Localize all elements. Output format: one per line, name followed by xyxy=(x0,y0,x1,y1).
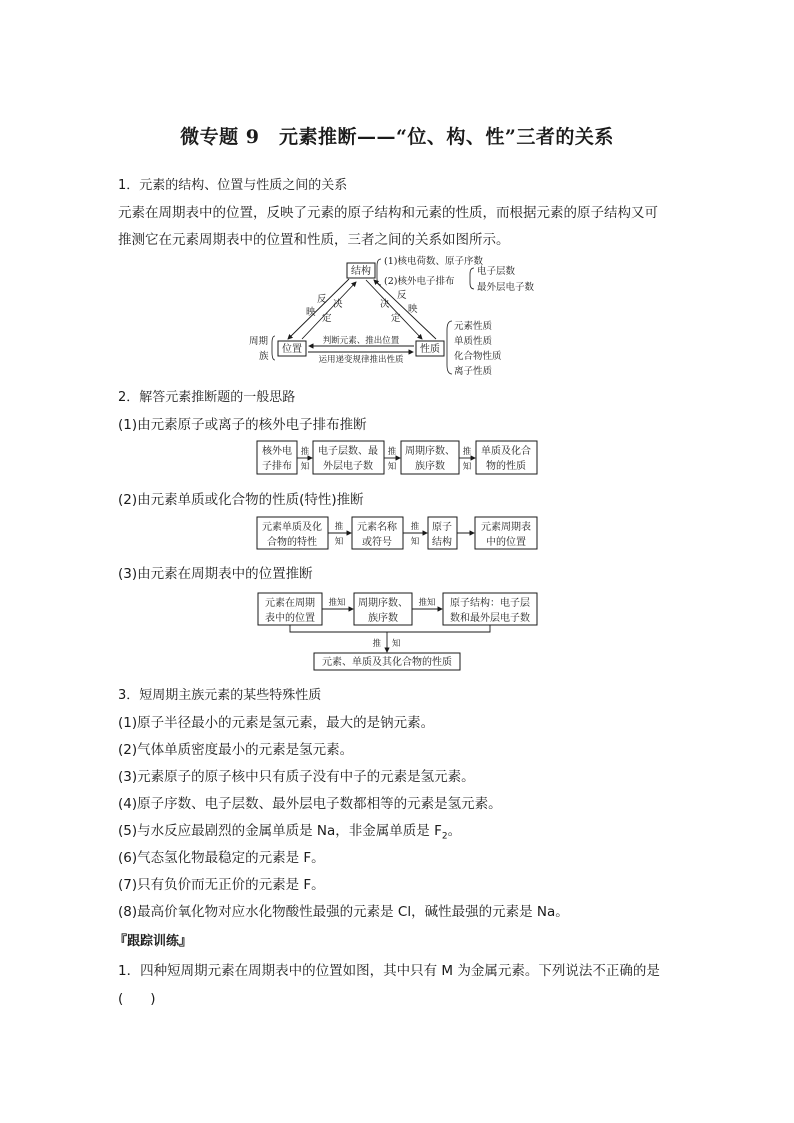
structure-sub-1: 电子层数 xyxy=(477,266,516,277)
flow1-arrow2-label-1: 推 xyxy=(387,447,397,457)
question-1-answer-paren: ( ) xyxy=(118,991,156,1007)
flow3-arrow1-label: 推知 xyxy=(328,598,346,608)
flow1-box1-line1: 核外电 xyxy=(262,446,292,457)
property-line-5-subscript: 2 xyxy=(441,831,448,842)
section-3-heading: 3．短周期主族元素的某些特殊性质 xyxy=(118,688,322,703)
flow2-arrow2-label-2: 知 xyxy=(410,537,420,547)
flow3-vertical-label-1: 推 xyxy=(372,639,381,649)
case-1-title: (1)由元素原子或离子的核外电子排布推断 xyxy=(118,417,367,433)
property-line-7: (7)只有负价而无正价的元素是 F。 xyxy=(118,877,325,893)
property-item-2: 单质性质 xyxy=(454,336,493,347)
property-line-4: (4)原子序数、电子层数、最外层电子数都相等的元素是氢元素。 xyxy=(118,796,502,812)
page-title: 微专题 9 元素推断——“位、构、性”三者的关系 xyxy=(180,126,614,148)
flow3-box1-line2: 表中的位置 xyxy=(265,613,315,624)
property-line-1: (1)原子半径最小的元素是氢元素，最大的是钠元素。 xyxy=(118,715,435,731)
section-1-heading: 1．元素的结构、位置与性质之间的关系 xyxy=(118,178,348,193)
property-item-1: 元素性质 xyxy=(454,321,493,332)
arrow-bottom-label: 运用递变规律推出性质 xyxy=(318,355,404,365)
flow2-arrow1-label-1: 推 xyxy=(334,522,344,532)
property-label: 性质 xyxy=(420,344,440,355)
flow2-box4-line2: 中的位置 xyxy=(486,537,526,548)
flow3-box2-line2: 族序数 xyxy=(368,613,398,624)
flow1-box1-line2: 子排布 xyxy=(262,461,292,472)
property-line-2: (2)气体单质密度最小的元素是氢元素。 xyxy=(118,742,354,758)
flow1-arrow3-label-1: 推 xyxy=(462,447,472,457)
section-1-paragraph-line-1: 元素在周期表中的位置，反映了元素的原子结构和元素的性质，而根据元素的原子结构又可 xyxy=(118,205,658,221)
flow2-box1-line2: 合物的特性 xyxy=(267,537,317,548)
flow3-box3-line1: 原子结构：电子层 xyxy=(450,598,530,609)
case-2-title: (2)由元素单质或化合物的性质(特性)推断 xyxy=(118,492,364,508)
flow3-box2-line1: 周期序数、 xyxy=(358,598,408,609)
period-label: 周期 xyxy=(249,336,269,347)
flow2-arrow2-label-1: 推 xyxy=(410,522,420,532)
property-line-8: (8)最高价氧化物对应水化物酸性最强的元素是 Cl，碱性最强的元素是 Na。 xyxy=(118,904,569,920)
property-item-4: 离子性质 xyxy=(454,366,493,377)
right-decide-1: 决 xyxy=(380,299,390,310)
flow1-box4-line2: 物的性质 xyxy=(486,461,526,472)
flow1-box4-line1: 单质及化合 xyxy=(481,446,531,457)
flow3-box1-line1: 元素在周期 xyxy=(265,598,315,609)
property-line-5 xyxy=(118,819,461,842)
flow2-arrow1-label-2: 知 xyxy=(334,537,344,547)
property-line-5-text: (5)与水反应最剧烈的金属单质是 Na，非金属单质是 F xyxy=(118,823,442,839)
flow1-box2-line1: 电子层数、最 xyxy=(318,446,378,457)
flow1-box3-line1: 周期序数、 xyxy=(405,446,455,457)
flow1-arrow1-label-2: 知 xyxy=(300,462,310,472)
flow1-arrow2-label-2: 知 xyxy=(387,462,397,472)
left-decide-1: 决 xyxy=(333,299,343,310)
flow1-box3-line2: 族序数 xyxy=(415,461,445,472)
left-decide-2: 定 xyxy=(322,313,332,324)
flow3-box3-line2: 数和最外层电子数 xyxy=(450,613,530,624)
flow2-box2-line2: 或符号 xyxy=(362,537,392,548)
right-reflect-1: 反 xyxy=(397,290,407,301)
question-1: 1．四种短周期元素在周期表中的位置如图，其中只有 M 为金属元素。下列说法不正确的是 xyxy=(118,963,660,979)
property-line-5-end: 。 xyxy=(447,823,462,839)
flow2-box3-line1: 原子 xyxy=(432,522,452,533)
property-line-6: (6)气态氢化物最稳定的元素是 F。 xyxy=(118,850,325,866)
property-line-3: (3)元素原子的原子核中只有质子没有中子的元素是氢元素。 xyxy=(118,769,475,785)
left-reflect-1: 反 xyxy=(317,294,327,305)
right-reflect-2: 映 xyxy=(408,304,418,315)
flow1-arrow1-label-1: 推 xyxy=(300,447,310,457)
position-label: 位置 xyxy=(282,344,302,355)
property-item-3: 化合物性质 xyxy=(454,351,502,362)
flow2-box3-line2: 结构 xyxy=(432,537,452,548)
flow3-vertical-label-2: 知 xyxy=(392,639,401,649)
right-decide-2: 定 xyxy=(391,313,401,324)
training-tag: 『跟踪训练』 xyxy=(114,934,193,949)
section-1-paragraph-line-2: 推测它在元素周期表中的位置和性质，三者之间的关系如图所示。 xyxy=(118,232,510,248)
flow1-arrow3-label-2: 知 xyxy=(462,462,472,472)
flow2-box4-line1: 元素周期表 xyxy=(481,522,531,533)
structure-label: 结构 xyxy=(351,266,371,277)
structure-item-2: (2)核外电子排布 xyxy=(384,276,455,287)
structure-item-1: (1)核电荷数、原子序数 xyxy=(384,256,483,267)
arrow-top-label: 判断元素、推出位置 xyxy=(322,336,400,346)
section-2-heading: 2．解答元素推断题的一般思路 xyxy=(118,390,296,405)
flow2-box1-line1: 元素单质及化 xyxy=(262,522,322,533)
flow1-box2-line2: 外层电子数 xyxy=(323,461,373,472)
flow3-arrow2-label: 推知 xyxy=(418,598,436,608)
structure-sub-2: 最外层电子数 xyxy=(477,282,535,293)
case-3-title: (3)由元素在周期表中的位置推断 xyxy=(118,566,313,582)
flow2-box2-line1: 元素名称 xyxy=(357,522,397,533)
group-label: 族 xyxy=(259,351,269,362)
left-reflect-2: 映 xyxy=(306,307,316,318)
flow3-box4: 元素、单质及其化合物的性质 xyxy=(322,657,452,668)
